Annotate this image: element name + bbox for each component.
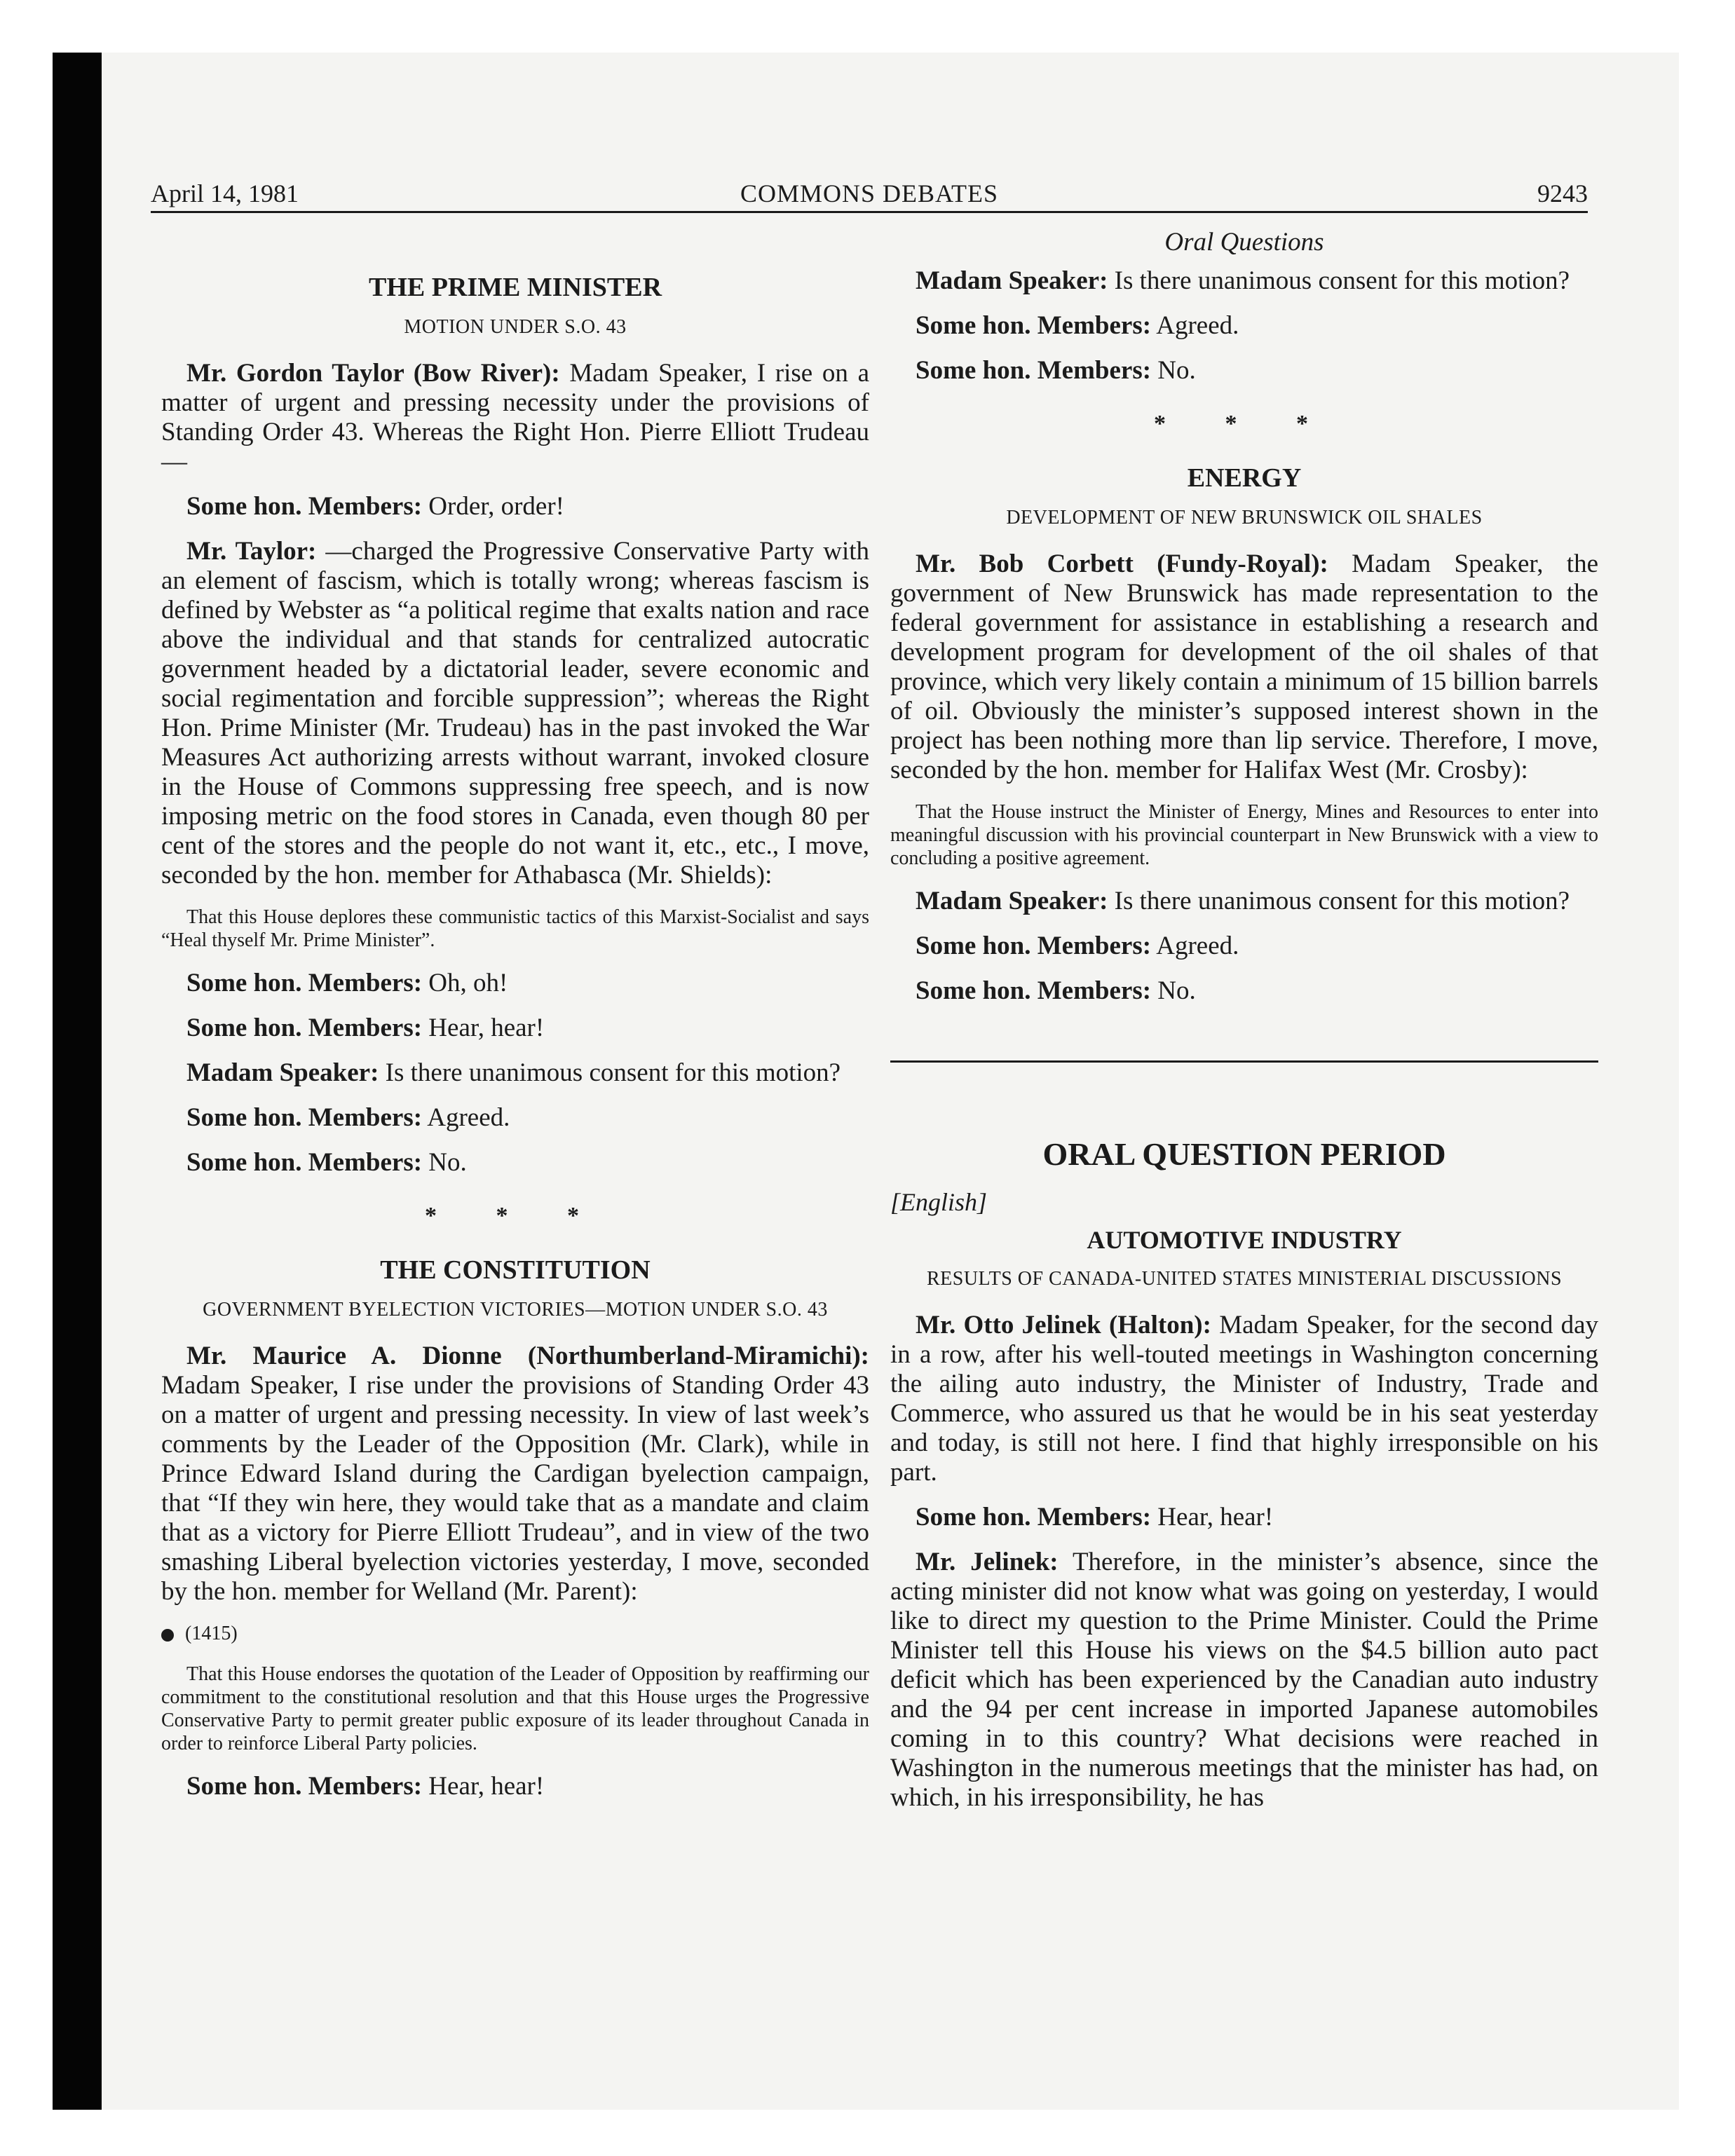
- speaker-name: Some hon. Members:: [186, 1014, 423, 1042]
- motion-text: That this House endorses the quotation of the Leader of Opposition by reaffirming our commitment to the constitutional resolution and that this House urges the Progressive Conservative Party to permit greater public exposure of its leader throughout Canada in order to reinforce Liberal Party policies.: [161, 1663, 869, 1754]
- speech-text: No.: [1151, 356, 1196, 385]
- header-rule: [151, 211, 1588, 213]
- speech-text: Agreed.: [422, 1103, 510, 1132]
- speech-text: No.: [1151, 976, 1196, 1005]
- speech-text: No.: [422, 1148, 467, 1177]
- speech-text: Agreed.: [1151, 311, 1239, 340]
- speaker-name: Mr. Bob Corbett (Fundy-Royal):: [916, 550, 1328, 578]
- speaker-name: Mr. Gordon Taylor (Bow River):: [186, 359, 560, 388]
- speech-text: Is there unanimous consent for this motion?: [1108, 266, 1570, 295]
- speaker-name: Mr. Jelinek:: [916, 1548, 1059, 1576]
- section-heading-automotive-industry: AUTOMOTIVE INDUSTRY: [1087, 1226, 1402, 1254]
- section-heading-prime-minister: THE PRIME MINISTER: [368, 273, 662, 302]
- speaker-name: Mr. Otto Jelinek (Halton):: [916, 1311, 1211, 1339]
- speaker-name: Some hon. Members:: [186, 1148, 423, 1177]
- speech-text: Madam Speaker, the government of New Brunswick has made representation to the federal government for assistance in establishing a research and development program for development of the oil shales of that province, which very likely contain a minimum of 15 billion barrels of oil. Obviously the minister’s supposed interest shown in the project has been nothing more than lip service. Therefore, I move, seconded by the hon. member for Halifax West (Mr. Crosby):: [890, 550, 1598, 784]
- speech-text: Is there unanimous consent for this motion?: [379, 1058, 841, 1087]
- running-head: [151, 177, 1588, 210]
- column-header: Oral Questions: [1164, 228, 1324, 257]
- speaker-name: Some hon. Members:: [186, 1103, 423, 1132]
- speech-text: Hear, hear!: [422, 1014, 545, 1042]
- speech-paragraph: [161, 1103, 869, 1133]
- speech-text: Oh, oh!: [422, 969, 508, 997]
- speech-text: Agreed.: [1151, 932, 1239, 960]
- speaker-name: Some hon. Members:: [916, 356, 1152, 385]
- speech-text: Madam Speaker, I rise on a matter of urgent and pressing necessity under the provisions of Standing Order 43. Whereas the Right Hon. Pierre Elliott Trudeau—: [161, 359, 869, 476]
- speaker-name: Madam Speaker:: [916, 266, 1108, 295]
- speech-text: Hear, hear!: [422, 1772, 545, 1801]
- speech-paragraph: [161, 1772, 869, 1801]
- speech-text: —charged the Progressive Conservative Party with an element of fascism, which is totally wrong; whereas fascism is defined by Webster as “a political regime that exalts nation and race above the individual and that stands for centralized autocratic government headed by a dictatorial leader, severe economic and social regimentation and forcible suppression”; whereas the Right Hon. Prime Minister (Mr. Trudeau) has in the past invoked the War Measures Act authorizing arrests without warrant, invoked closure in the House of Commons suppressing free speech, and is now imposing metric on the food stores in Canada, even though 80 per cent of the stores and the people do not want it, etc., etc., I move, seconded by the hon. member for Athabasca (Mr. Shields):: [161, 537, 870, 889]
- speaker-name: Mr. Maurice A. Dionne (Northumberland-Miramichi):: [186, 1342, 869, 1370]
- header-page-number: 9243: [1537, 179, 1588, 207]
- speech-paragraph: [890, 311, 1598, 341]
- timestamp: [161, 1622, 869, 1646]
- speech-text: Is there unanimous consent for this motion?: [1108, 887, 1570, 915]
- speech-text: Madam Speaker, for the second day in a row, after his well-touted meetings in Washington concerning the ailing auto industry, the Minister of Industry, Trade and Commerce, who assured us that he would be in his seat yesterday and today, is still not here. I find that highly irresponsible on his part.: [890, 1311, 1599, 1487]
- scan-binding-edge: [53, 53, 102, 2110]
- left-column: [161, 217, 869, 1817]
- subheading-motion-so43: MOTION UNDER S.O. 43: [404, 316, 627, 338]
- subheading-ministerial-discussions: RESULTS OF CANADA-UNITED STATES MINISTERIAL DISCUSSIONS: [926, 1268, 1563, 1290]
- section-heading-energy: ENERGY: [1187, 463, 1302, 493]
- speech-paragraph: [890, 1548, 1598, 1813]
- speech-paragraph: [890, 976, 1598, 1006]
- speaker-name: Some hon. Members:: [916, 1503, 1152, 1531]
- speech-text: Therefore, in the minister’s absence, since the acting minister did not know what was going on yesterday, I would like to direct my question to the Prime Minister. Could the Prime Minister tell this House his views on the $4.5 billion auto pact deficit which has been experienced by the Canadian auto industry and the 94 per cent increase in imported Japanese automobiles coming in to this country? What decisions were reached in Washington in the numerous meetings that the minister has had, on which, in his irresponsibility, he has: [890, 1548, 1598, 1812]
- section-divider-rule: [890, 1060, 1598, 1063]
- speech-paragraph: [161, 537, 869, 890]
- speech-paragraph: [890, 266, 1598, 296]
- speaker-name: Some hon. Members:: [916, 932, 1152, 960]
- speech-text: Madam Speaker, I rise under the provisions of Standing Order 43 on a matter of urgent and pressing necessity. In view of last week’s comments by the Leader of the Opposition (Mr. Clark), while in Prince Edward Island during the Cardigan byelection campaign, that “If they win here, they would take that as a mandate and claim that as a victory for Pierre Elliott Trudeau”, and in view of the two smashing Liberal byelection victories yesterday, I move, seconded by the hon. member for Welland (Mr. Parent):: [161, 1371, 869, 1606]
- speech-paragraph: [161, 492, 869, 521]
- speech-paragraph: [161, 1148, 869, 1178]
- speaker-name: Some hon. Members:: [916, 976, 1152, 1005]
- subheading-oil-shales: DEVELOPMENT OF NEW BRUNSWICK OIL SHALES: [1006, 507, 1483, 528]
- speech-paragraph: [161, 1342, 869, 1606]
- speech-paragraph: [161, 1058, 869, 1088]
- speech-text: Hear, hear!: [1151, 1503, 1274, 1531]
- section-heading-constitution: THE CONSTITUTION: [380, 1255, 651, 1285]
- speaker-name: Some hon. Members:: [186, 492, 423, 521]
- bullet-icon: [161, 1629, 174, 1642]
- speech-paragraph: [890, 356, 1598, 386]
- speech-paragraph: [161, 359, 869, 477]
- header-title: COMMONS DEBATES: [740, 179, 999, 207]
- speech-paragraph: [890, 932, 1598, 961]
- section-separator-stars: * * *: [1154, 411, 1335, 437]
- speaker-name: Madam Speaker:: [916, 887, 1108, 915]
- subheading-byelection-victories: GOVERNMENT BYELECTION VICTORIES—MOTION UNDER S.O. 43: [203, 1299, 828, 1321]
- motion-text: That this House deplores these communistic tactics of this Marxist-Socialist and says “Heal thyself Mr. Prime Minister”.: [161, 906, 869, 951]
- speech-paragraph: [161, 1014, 869, 1043]
- speech-paragraph: [890, 887, 1598, 916]
- speech-paragraph: [890, 1503, 1598, 1532]
- speaker-name: Madam Speaker:: [186, 1058, 379, 1087]
- speaker-name: Some hon. Members:: [186, 1772, 423, 1801]
- speaker-name: Some hon. Members:: [186, 969, 423, 997]
- right-column: [890, 217, 1598, 1828]
- speaker-name: Some hon. Members:: [916, 311, 1152, 340]
- major-heading-oral-question-period: ORAL QUESTION PERIOD: [1042, 1136, 1446, 1172]
- header-date: April 14, 1981: [151, 179, 299, 207]
- speech-paragraph: [890, 550, 1598, 785]
- speech-text: Order, order!: [422, 492, 564, 521]
- speech-paragraph: [161, 969, 869, 998]
- speaker-name: Mr. Taylor:: [186, 537, 317, 566]
- motion-text: That the House instruct the Minister of Energy, Mines and Resources to enter into meaningful discussion with his provincial counterpart in New Brunswick with a view to concluding a positive agreement.: [890, 801, 1598, 869]
- language-marker: [English]: [890, 1188, 988, 1216]
- timestamp-text: (1415): [185, 1623, 238, 1644]
- section-separator-stars: * * *: [425, 1203, 606, 1229]
- speech-paragraph: [890, 1311, 1598, 1487]
